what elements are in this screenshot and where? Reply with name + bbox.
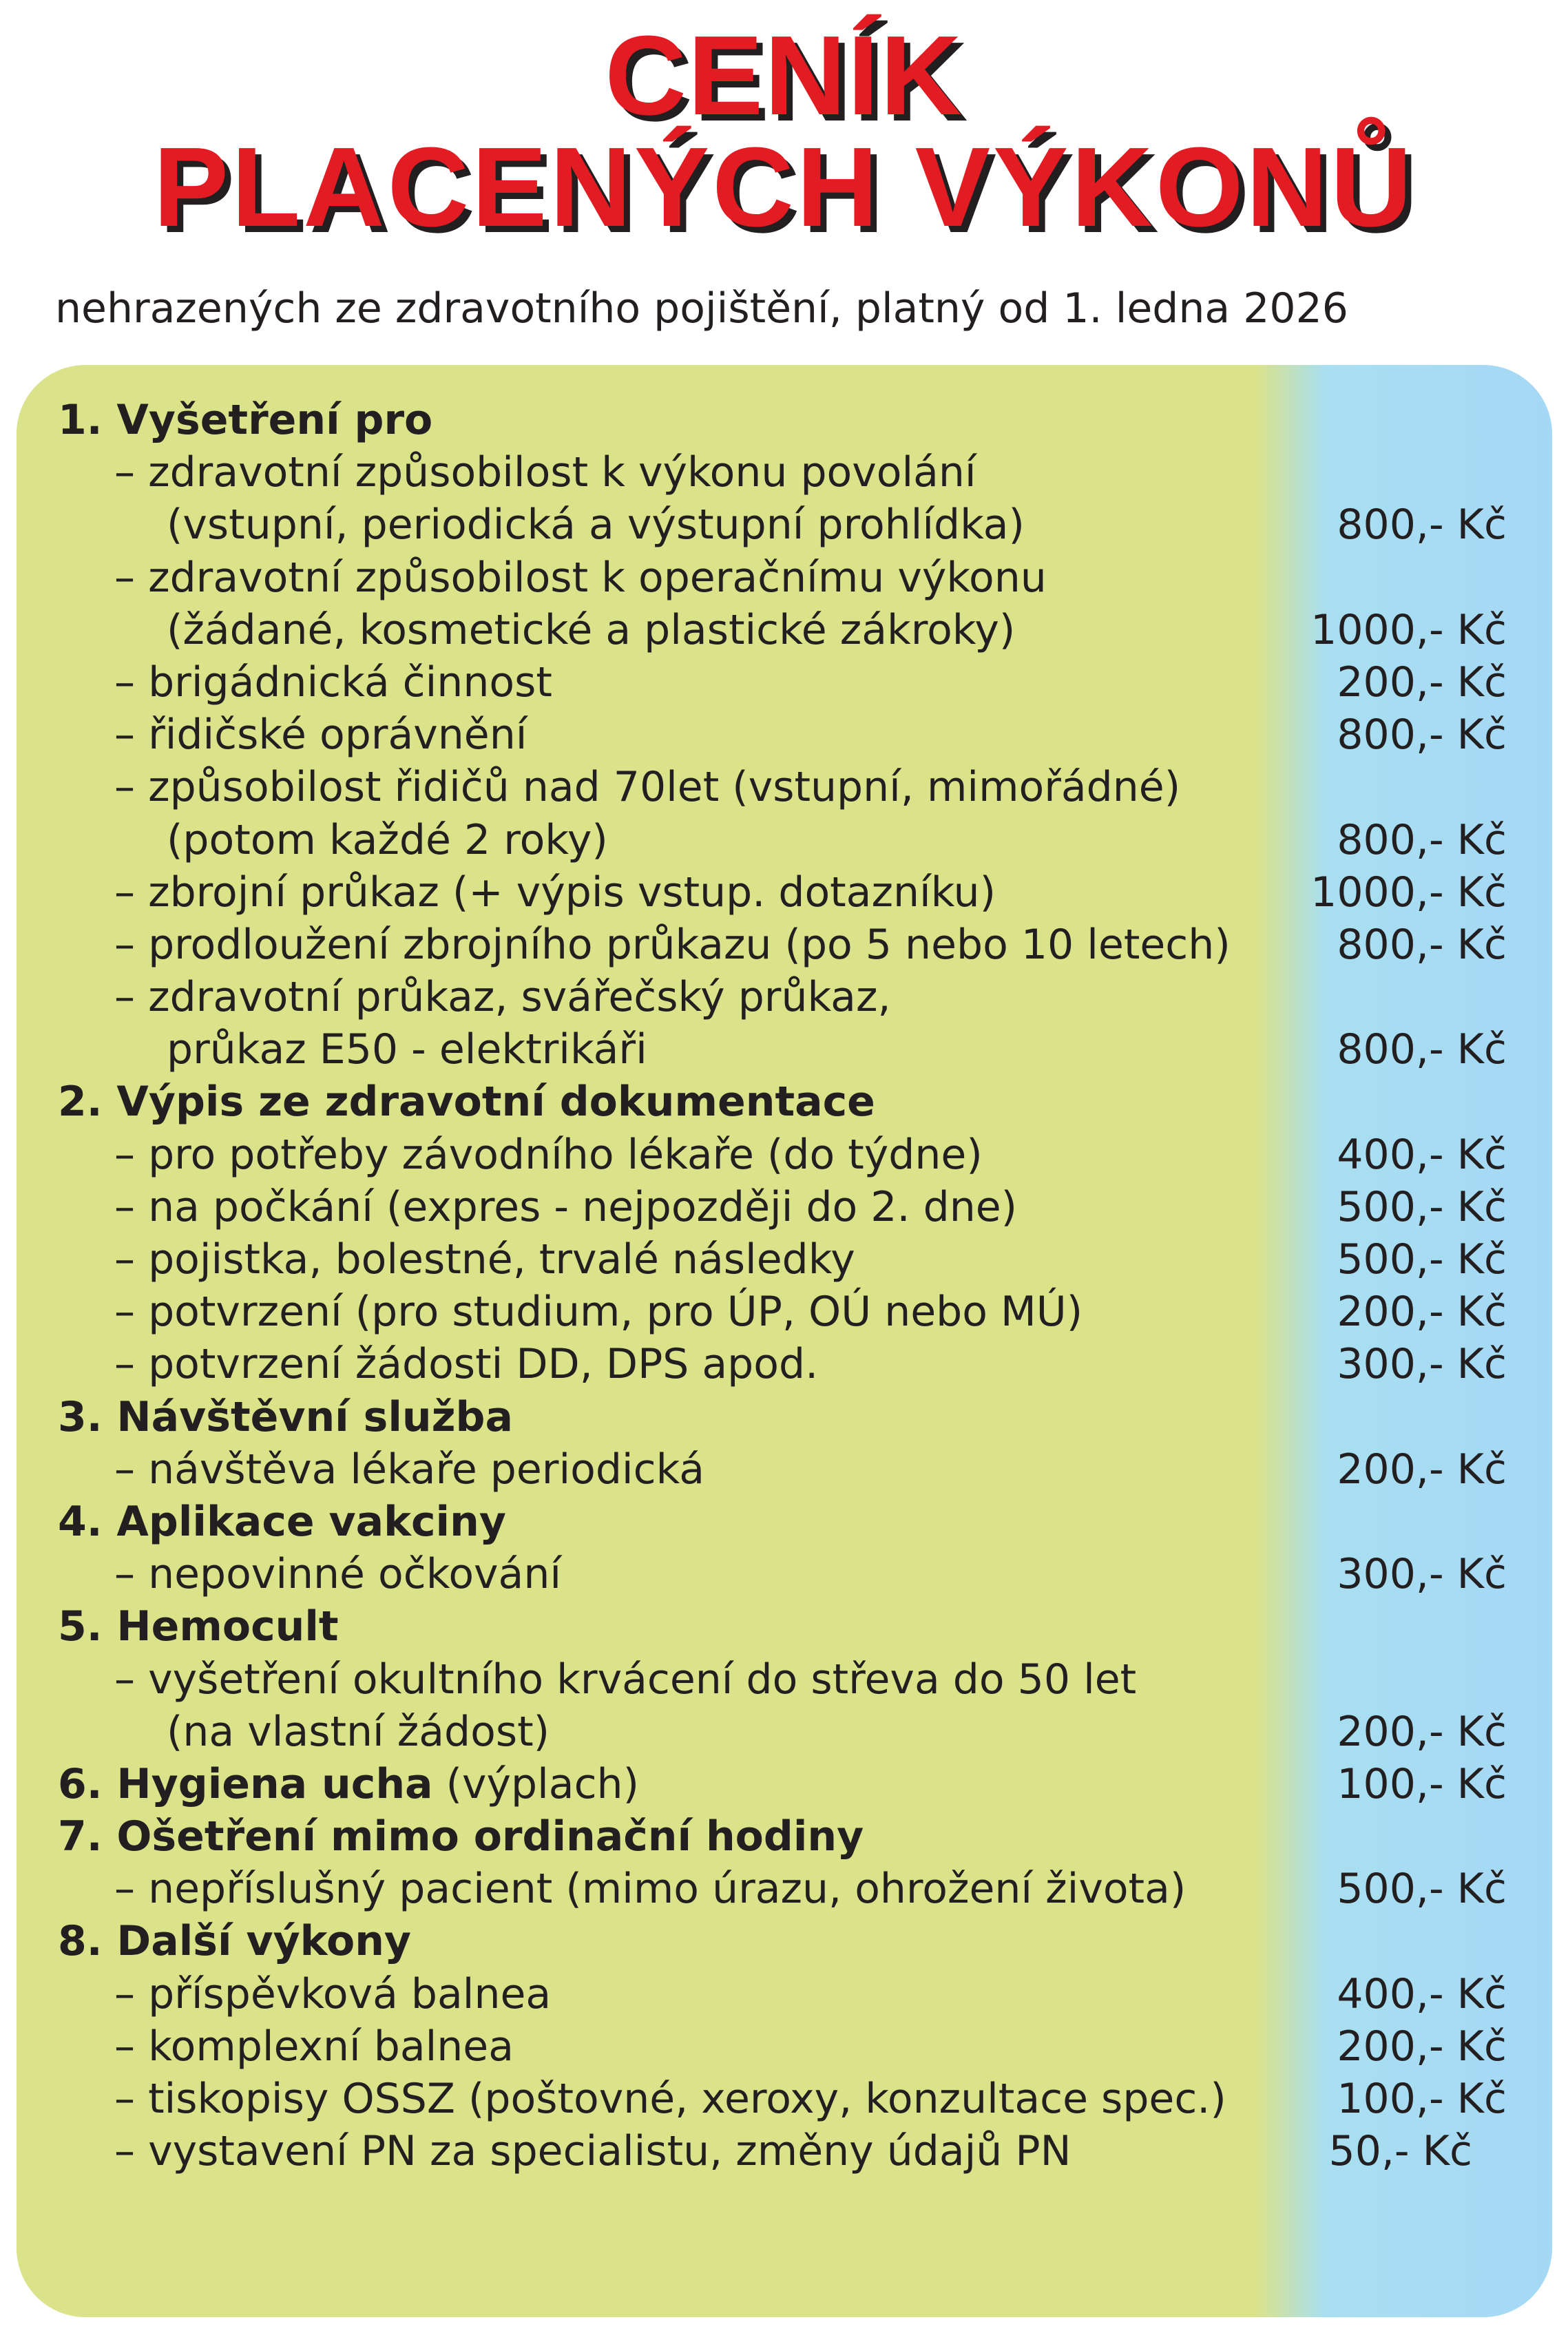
price-list [58,394,1532,2177]
price-list-item [58,1968,1532,2020]
price-list-item [58,446,1532,499]
section-heading-title: 1. Vyšetření pro [58,396,433,444]
item-description-continued: (potom každé 2 roky) [167,815,608,864]
item-price: 800,- Kč [1337,920,1507,969]
price-list-item [58,1706,1532,1758]
item-description: – vystavení PN za specialistu, změny údajů PN [114,2127,1072,2176]
item-description: – komplexní balnea [114,2022,514,2071]
item-description: – pro potřeby závodního lékaře (do týdne) [114,1130,983,1179]
price-list-item [58,1653,1532,1706]
price-list-item [58,1233,1532,1286]
section-heading-row [58,1810,1532,1863]
price-list-item [58,656,1532,709]
section-heading [58,1915,411,1967]
item-price: 50,- Kč [1328,2127,1472,2176]
item-description: – zdravotní způsobilost k operačnímu výkonu [114,553,1047,602]
item-description-continued: (na vlastní žádost) [167,1707,550,1756]
item-price: 200,- Kč [1337,1445,1507,1494]
item-price: 100,- Kč [1337,1759,1507,1808]
price-list-item [58,2125,1532,2177]
section-heading-row [58,1076,1532,1128]
section-heading-row [58,394,1532,446]
item-price: 200,- Kč [1337,658,1507,707]
item-description: – pojistka, bolestné, trvalé následky [114,1235,855,1284]
item-price: 800,- Kč [1337,711,1507,760]
section-heading-row [58,1391,1532,1443]
item-description: – vyšetření okultního krvácení do střeva do 50 let [114,1655,1137,1704]
item-description-continued: (vstupní, periodická a výstupní prohlídka) [167,501,1025,550]
subtitle: nehrazených ze zdravotního pojištění, platný od 1. ledna 2026 [55,284,1348,333]
price-list-item [58,814,1532,866]
price-list-item [58,919,1532,971]
item-price: 400,- Kč [1337,1130,1507,1179]
item-description: – na počkání (expres - nejpozději do 2. dne) [114,1182,1018,1231]
section-heading [58,1391,513,1443]
section-heading-row [58,1496,1532,1548]
section-heading-title: 5. Hemocult [58,1602,339,1651]
section-heading [58,1496,506,1548]
item-description: – příspěvková balnea [114,1969,552,2018]
item-description: – potvrzení (pro studium, pro ÚP, OÚ nebo MÚ) [114,1288,1083,1337]
price-list-item [58,604,1532,656]
item-price: 200,- Kč [1337,1288,1507,1337]
item-price: 800,- Kč [1337,1025,1507,1074]
item-description: – zdravotní způsobilost k výkonu povolání [114,448,976,497]
item-price: 300,- Kč [1337,1550,1507,1599]
item-description: – nepříslušný pacient (mimo úrazu, ohrožení života) [114,1865,1187,1914]
item-price: 1000,- Kč [1310,605,1507,654]
item-price: 200,- Kč [1337,1707,1507,1756]
item-price: 200,- Kč [1337,2022,1507,2071]
price-list-item [58,1129,1532,1181]
price-list-item [58,866,1532,919]
section-heading-row [58,1758,1532,1810]
page-title-line-2: PLACENÝCH VÝKONŮ [153,124,1415,250]
price-list-item [58,1286,1532,1338]
price-list-item [58,1443,1532,1496]
section-heading-note: (výplach) [432,1759,639,1808]
item-price: 500,- Kč [1337,1865,1507,1914]
item-description: – zdravotní průkaz, svářečský průkaz, [114,973,891,1022]
item-price: 500,- Kč [1337,1182,1507,1231]
section-heading [58,1600,339,1653]
item-price: 800,- Kč [1337,501,1507,550]
item-description: – prodloužení zbrojního průkazu (po 5 nebo 10 letech) [114,920,1231,969]
price-list-item [58,552,1532,604]
section-heading-title: 4. Aplikace vakciny [58,1497,506,1546]
section-heading-title: 6. Hygiena ucha [58,1759,433,1808]
item-description: – potvrzení žádosti DD, DPS apod. [114,1340,819,1389]
item-price: 300,- Kč [1337,1340,1507,1389]
item-description: – zbrojní průkaz (+ výpis vstup. dotazníku) [114,868,996,917]
section-heading-title: 3. Návštěvní služba [58,1392,513,1441]
item-description-continued: průkaz E50 - elektrikáři [167,1025,647,1074]
item-price: 1000,- Kč [1310,868,1507,917]
item-description: – způsobilost řidičů nad 70let (vstupní, mimořádné) [114,763,1181,812]
page-title-line-1: CENÍK [605,12,963,138]
item-description: – nepovinné očkování [114,1550,562,1599]
price-list-item [58,1181,1532,1233]
item-price: 100,- Kč [1337,2075,1507,2123]
price-list-item [58,1863,1532,1915]
item-description-continued: (žádané, kosmetické a plastické zákroky) [167,605,1016,654]
price-list-item [58,971,1532,1023]
section-heading-title: 8. Další výkony [58,1917,412,1966]
price-list-item [58,2020,1532,2073]
price-list-item [58,1023,1532,1076]
item-description: – řidičské oprávnění [114,711,527,760]
price-list-item [58,1548,1532,1600]
price-list-item [58,1338,1532,1390]
item-price: 800,- Kč [1337,815,1507,864]
section-heading [58,1076,875,1128]
section-heading-title: 7. Ošetření mimo ordinační hodiny [58,1812,864,1861]
price-list-item [58,709,1532,761]
section-heading-row [58,1600,1532,1653]
price-list-item [58,499,1532,551]
item-price: 500,- Kč [1337,1235,1507,1284]
item-description: – brigádnická činnost [114,658,552,707]
item-description: – návštěva lékaře periodická [114,1445,705,1494]
price-list-item [58,761,1532,813]
item-price: 400,- Kč [1337,1969,1507,2018]
price-list-item [58,2073,1532,2125]
section-heading [58,394,432,446]
section-heading [58,1810,864,1863]
item-description: – tiskopisy OSSZ (poštovné, xeroxy, konzultace spec.) [114,2075,1226,2123]
section-heading-row [58,1915,1532,1967]
section-heading [58,1758,639,1810]
section-heading-title: 2. Výpis ze zdravotní dokumentace [58,1078,875,1127]
